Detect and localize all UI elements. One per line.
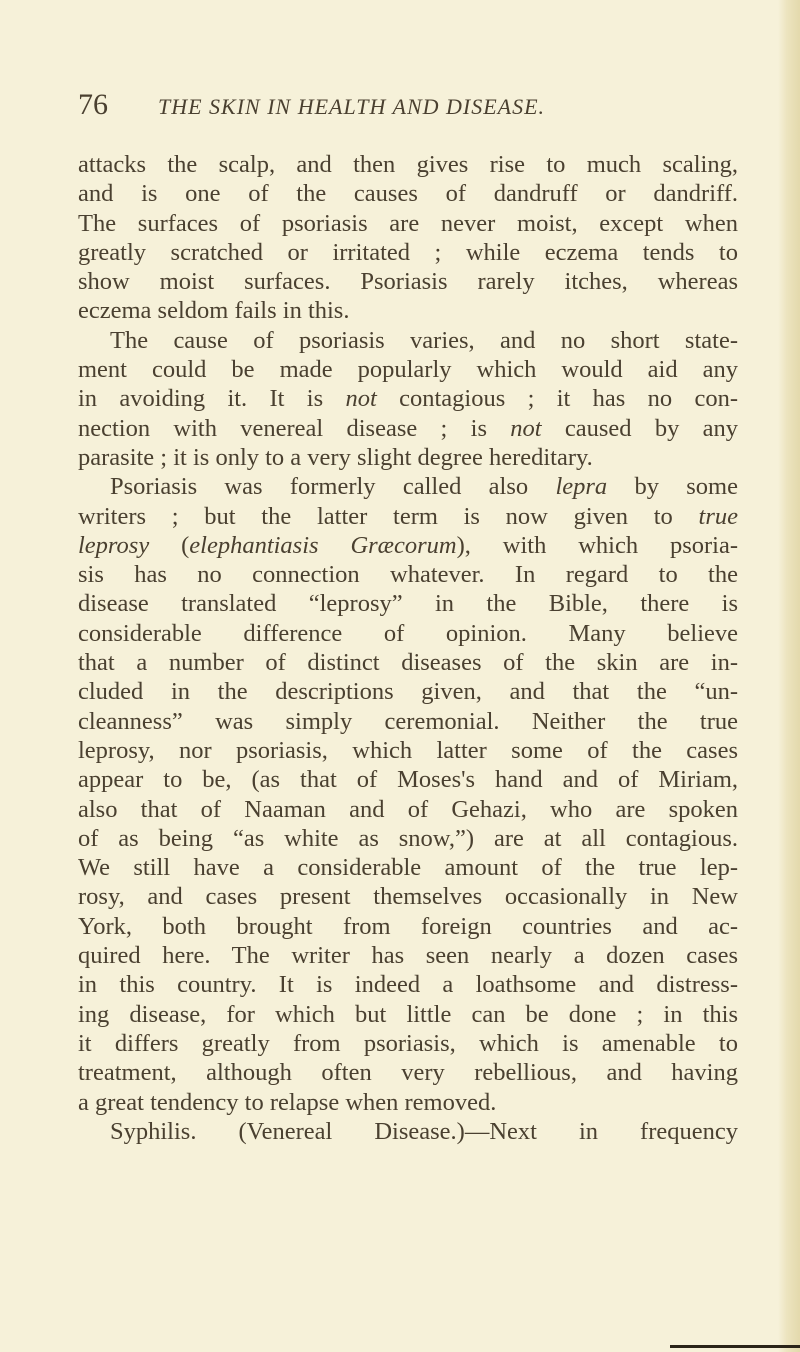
italic-text: lepra [555, 473, 608, 501]
text-segment: eczema seldom fails in this. [78, 297, 350, 325]
text-segment: greatly scratched or irritated ; while eczema tends to [78, 238, 738, 266]
text-line [78, 853, 738, 882]
text-line [78, 589, 738, 618]
text-line [78, 677, 738, 706]
text-segment: it differs greatly from psoriasis, which is amenable to [78, 1029, 738, 1057]
text-segment: ing disease, for which but little can be done ; in this [78, 1000, 738, 1028]
text-segment: rosy, and cases present themselves occasionally in New [78, 883, 738, 911]
text-line [78, 472, 738, 501]
text-line [78, 1117, 738, 1146]
text-segment: York, both brought from foreign countries and ac- [78, 912, 738, 940]
text-segment: show moist surfaces. Psoriasis rarely itches, whereas [78, 268, 738, 296]
text-line [78, 443, 738, 472]
text-segment: and is one of the causes of dandruff or dandriff. [78, 180, 738, 208]
text-line [78, 1058, 738, 1087]
text-line [78, 384, 738, 413]
text-segment: in avoiding it. It is [78, 385, 346, 413]
text-line [78, 707, 738, 736]
bottom-edge-rule [670, 1345, 800, 1348]
text-segment: of as being “as white as snow,”) are at all contagious. [78, 824, 738, 852]
text-segment: The cause of psoriasis varies, and no short state- [110, 326, 738, 354]
text-segment: considerable difference of opinion. Many believe [78, 619, 738, 647]
text-segment: caused by any [541, 414, 738, 442]
text-segment: cleanness” was simply ceremonial. Neither the true [78, 707, 738, 735]
text-line [78, 209, 738, 238]
text-segment: ( [149, 531, 190, 559]
text-segment: ment could be made popularly which would aid any [78, 356, 738, 384]
text-segment: The surfaces of psoriasis are never moist, except when [78, 209, 738, 237]
italic-text: not [345, 385, 377, 413]
text-segment: also that of Naaman and of Gehazi, who are spoken [78, 795, 738, 823]
text-line [78, 355, 738, 384]
text-segment: Psoriasis was formerly called also [110, 473, 556, 501]
page-edge-shadow [778, 0, 800, 1352]
body-text [78, 150, 738, 1146]
text-line [78, 619, 738, 648]
text-line [78, 1000, 738, 1029]
text-line [78, 150, 738, 179]
text-line [78, 238, 738, 267]
text-segment: disease translated “leprosy” in the Bible, there is [78, 590, 738, 618]
text-segment: writers ; but the latter term is now given to [78, 502, 699, 530]
text-segment: a great tendency to relapse when removed. [78, 1088, 497, 1116]
text-line [78, 179, 738, 208]
text-segment: Syphilis. (Venereal Disease.)—Next in frequency [110, 1117, 738, 1145]
text-line [78, 531, 738, 560]
text-line [78, 414, 738, 443]
text-line [78, 296, 738, 325]
text-segment: quired here. The writer has seen nearly a dozen cases [78, 942, 738, 970]
text-line [78, 795, 738, 824]
running-title: THE SKIN IN HEALTH AND DISEASE. [158, 94, 546, 119]
italic-text: true [698, 502, 738, 530]
page-number: 76 [78, 88, 108, 121]
text-line [78, 326, 738, 355]
text-line [78, 824, 738, 853]
text-segment: ), with which psoria- [456, 531, 738, 559]
text-segment: sis has no connection whatever. In regard to the [78, 561, 738, 589]
italic-text: not [510, 414, 542, 442]
text-line [78, 882, 738, 911]
italic-text: elephantiasis Græcorum [189, 531, 457, 559]
text-segment: attacks the scalp, and then gives rise to much scaling, [78, 151, 738, 178]
text-line [78, 267, 738, 296]
text-line [78, 765, 738, 794]
text-segment: that a number of distinct diseases of the skin are in- [78, 649, 738, 677]
text-segment: nection with venereal disease ; is [78, 414, 511, 442]
text-line [78, 648, 738, 677]
italic-text: leprosy [78, 531, 150, 559]
text-segment: by some [607, 473, 738, 501]
running-header [78, 88, 738, 122]
text-segment: treatment, although often very rebellious, and having [78, 1059, 738, 1087]
text-line [78, 502, 738, 531]
text-line [78, 560, 738, 589]
text-line [78, 970, 738, 999]
text-line [78, 1088, 738, 1117]
text-line [78, 912, 738, 941]
text-segment: contagious ; it has no con- [376, 385, 738, 413]
text-segment: in this country. It is indeed a loathsome and distress- [78, 971, 738, 999]
text-segment: appear to be, (as that of Moses's hand and of Miriam, [78, 766, 738, 794]
text-line [78, 1029, 738, 1058]
text-segment: parasite ; it is only to a very slight degree hereditary. [78, 443, 593, 471]
text-segment: leprosy, nor psoriasis, which latter some of the cases [78, 736, 738, 764]
text-segment: We still have a considerable amount of the true lep- [78, 854, 738, 882]
text-line [78, 941, 738, 970]
text-line [78, 736, 738, 765]
text-segment: cluded in the descriptions given, and that the “un- [78, 678, 738, 706]
